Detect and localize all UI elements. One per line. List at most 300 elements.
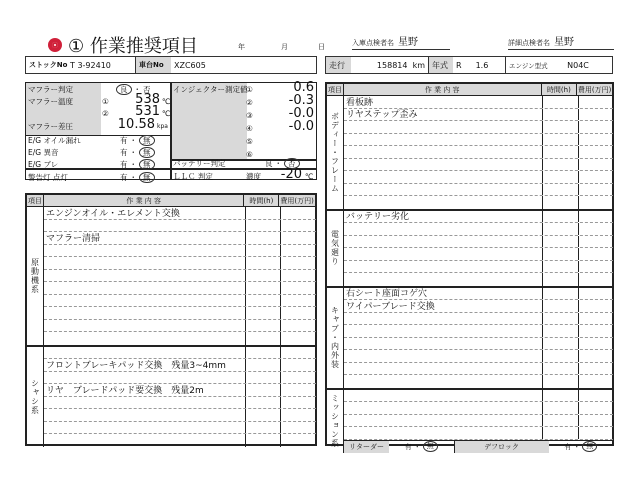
injector-mark: ② (246, 98, 253, 107)
time-cell[interactable] (246, 422, 281, 434)
time-cell[interactable] (543, 273, 579, 286)
muffler-pressure-label: マフラー差圧 (28, 122, 73, 131)
time-cell[interactable] (543, 171, 579, 183)
time-cell[interactable] (246, 207, 281, 219)
yes-option: 有 (564, 442, 572, 451)
intake-label: 入庫点検者名 (352, 39, 394, 47)
time-cell[interactable] (543, 146, 579, 158)
section-キャブ・内外装 (327, 288, 612, 390)
table-row[interactable] (344, 261, 613, 274)
oil-leak-label: E/G オイル漏れ (28, 136, 81, 145)
stock-box (25, 56, 317, 74)
time-cell[interactable] (543, 325, 579, 337)
engine-label: エンジン型式 (509, 61, 548, 70)
table-header (327, 84, 612, 96)
cost-cell[interactable] (281, 347, 316, 359)
work-content[interactable] (44, 320, 246, 332)
separator: ・ (413, 442, 421, 451)
work-content[interactable]: リヤステップ歪み (344, 109, 543, 121)
table-row[interactable] (344, 196, 613, 209)
cost-cell[interactable] (579, 196, 613, 209)
table-row[interactable] (344, 248, 613, 261)
time-cell[interactable] (543, 159, 579, 171)
table-row[interactable] (344, 134, 613, 147)
table-row[interactable] (344, 273, 613, 286)
header-cost: 費用(万円) (280, 196, 314, 205)
cost-cell[interactable] (281, 282, 316, 294)
time-cell[interactable] (246, 397, 281, 409)
section-シャシ系 (27, 347, 315, 447)
work-content[interactable]: 看板跡 (344, 96, 543, 108)
work-content[interactable] (344, 236, 543, 248)
table-row[interactable] (344, 96, 613, 109)
table-row[interactable] (344, 223, 613, 236)
time-cell[interactable] (543, 375, 579, 388)
work-content[interactable] (344, 313, 543, 325)
separator: ・ (129, 148, 137, 157)
work-content[interactable] (344, 375, 543, 388)
cost-cell[interactable] (281, 207, 316, 219)
time-cell[interactable] (543, 223, 579, 235)
table-row[interactable] (44, 307, 316, 320)
injector-mark: ③ (246, 111, 253, 120)
good-option: 良 (265, 159, 273, 168)
intake-inspector (352, 36, 450, 50)
work-content[interactable] (344, 248, 543, 260)
work-content[interactable] (44, 422, 246, 434)
title-text: ① 作業推奨項目 (68, 36, 198, 57)
work-content[interactable]: 右シート座面コゲ穴 (344, 288, 543, 300)
pressure-value: 10.58 (117, 117, 155, 132)
work-content[interactable] (344, 134, 543, 146)
mileage-label: 走行 (326, 57, 351, 73)
header-item: 項目 (327, 85, 342, 94)
cost-cell[interactable] (281, 295, 316, 307)
chassis-label: 車台No (139, 61, 164, 69)
section-rows (344, 288, 613, 388)
injector-value: -0.0 (288, 106, 314, 121)
time-cell[interactable] (543, 96, 579, 108)
table-row[interactable] (344, 184, 613, 197)
table-row[interactable] (344, 236, 613, 249)
time-cell[interactable] (246, 372, 281, 384)
table-row[interactable] (44, 320, 316, 333)
cost-cell[interactable] (281, 332, 316, 345)
temp2-value: 531 (135, 104, 160, 119)
time-cell[interactable] (246, 282, 281, 294)
page-title (48, 32, 198, 58)
work-content[interactable] (44, 307, 246, 319)
work-content[interactable] (344, 390, 543, 402)
cost-cell[interactable] (281, 434, 316, 447)
noise-label: E/G 異音 (28, 148, 59, 157)
work-content[interactable]: フロントブレーキパッド交換 残量3~4mm (44, 359, 246, 371)
table-row[interactable] (344, 363, 613, 376)
injector-value: -0.0 (288, 119, 314, 134)
cost-cell[interactable] (281, 359, 316, 371)
stock-label: ストックNo (29, 61, 68, 69)
work-content[interactable] (44, 295, 246, 307)
table-row[interactable] (344, 350, 613, 363)
table-row[interactable] (44, 434, 316, 447)
cost-cell[interactable] (579, 273, 613, 286)
retarder-label: リターダー (344, 441, 389, 453)
time-cell[interactable] (543, 363, 579, 375)
section-rows (344, 390, 613, 453)
cost-cell[interactable] (579, 427, 613, 439)
cost-cell[interactable] (579, 288, 613, 300)
cost-cell[interactable] (281, 384, 316, 396)
intake-name: 星野 (398, 37, 418, 48)
work-content[interactable] (44, 332, 246, 345)
work-content[interactable] (344, 350, 543, 362)
table-row[interactable] (44, 232, 316, 245)
time-cell[interactable] (543, 121, 579, 133)
bad-option: 否 (143, 85, 151, 94)
header-time: 時間(h) (244, 195, 279, 206)
chassis-value: XZC605 (174, 60, 206, 70)
warning-value[interactable] (120, 171, 155, 184)
work-content[interactable] (44, 220, 246, 232)
cost-cell[interactable] (579, 121, 613, 133)
right-work-table (325, 82, 614, 451)
diff-lock-value[interactable] (549, 441, 614, 453)
table-row[interactable] (344, 109, 613, 122)
section-label: 電気廻り (327, 211, 344, 286)
section-rows (44, 207, 316, 345)
injector-value: 0.6 (293, 80, 314, 95)
time-cell[interactable] (246, 232, 281, 244)
work-content[interactable] (344, 273, 543, 286)
section-電気廻り (327, 211, 612, 288)
cost-cell[interactable] (281, 220, 316, 232)
table-row[interactable] (44, 347, 316, 360)
header-content: 作 業 内 容 (344, 84, 542, 95)
table-row[interactable] (44, 332, 316, 345)
work-content[interactable] (44, 434, 246, 447)
section-rows (344, 96, 613, 209)
time-cell[interactable] (246, 220, 281, 232)
time-cell[interactable] (246, 270, 281, 282)
work-content[interactable] (44, 257, 246, 269)
table-header (27, 195, 315, 207)
yes-option: 有 (120, 173, 128, 182)
separator: ・ (129, 136, 137, 145)
time-cell[interactable] (543, 427, 579, 439)
injector-value (280, 133, 314, 146)
separator: ・ (129, 173, 137, 182)
section-原動機系 (27, 207, 315, 347)
time-cell[interactable] (543, 415, 579, 427)
work-content[interactable] (344, 171, 543, 183)
table-row[interactable] (44, 372, 316, 385)
year-label: 年 (238, 43, 245, 51)
table-row[interactable] (44, 257, 316, 270)
cost-cell[interactable] (579, 390, 613, 402)
table-row[interactable] (44, 220, 316, 233)
cost-cell[interactable] (281, 270, 316, 282)
work-content[interactable] (44, 397, 246, 409)
cost-cell[interactable] (579, 236, 613, 248)
work-content[interactable] (44, 245, 246, 257)
time-cell[interactable] (246, 257, 281, 269)
cost-cell[interactable] (281, 245, 316, 257)
time-cell[interactable] (543, 313, 579, 325)
year-value: 1.6 (475, 60, 489, 70)
time-cell[interactable] (543, 390, 579, 402)
time-cell[interactable] (543, 288, 579, 300)
detail-label: 詳細点検者名 (508, 39, 550, 47)
time-cell[interactable] (543, 300, 579, 312)
work-content[interactable] (344, 184, 543, 196)
time-cell[interactable] (543, 196, 579, 209)
pressure-unit: kpa (157, 123, 168, 130)
work-content[interactable] (344, 325, 543, 337)
cost-cell[interactable] (579, 171, 613, 183)
yes-option: 有 (120, 136, 128, 145)
concentration-label: 濃度 (246, 172, 261, 181)
table-row[interactable] (344, 146, 613, 159)
table-row[interactable] (344, 313, 613, 326)
work-content[interactable] (344, 223, 543, 235)
table-row[interactable] (344, 338, 613, 351)
bad-option-circled: 否 (284, 158, 300, 169)
time-cell[interactable] (246, 307, 281, 319)
table-row[interactable] (344, 159, 613, 172)
section-rows (44, 347, 316, 447)
header-time: 時間(h) (542, 84, 578, 95)
logo-icon (48, 38, 62, 52)
llc-label: ＬＬＣ 判定 (173, 172, 213, 181)
temp1-unit: ℃ (162, 97, 171, 106)
time-cell[interactable] (246, 320, 281, 332)
time-cell[interactable] (246, 384, 281, 396)
cost-cell[interactable] (579, 338, 613, 350)
table-row[interactable] (344, 427, 613, 440)
muffler-judge-label: マフラー判定 (28, 85, 73, 94)
injector-mark: ① (246, 85, 253, 94)
cost-cell[interactable] (579, 184, 613, 196)
table-row[interactable] (344, 121, 613, 134)
work-content[interactable] (344, 121, 543, 133)
time-cell[interactable] (246, 245, 281, 257)
mission-footer (344, 440, 613, 453)
table-row[interactable] (44, 422, 316, 435)
section-ボディー・フレーム (327, 96, 612, 211)
mileage-value: 158814 (376, 60, 408, 70)
work-content[interactable]: リヤ ブレードパッド要交換 残量2m (44, 384, 246, 396)
table-row[interactable] (44, 384, 316, 397)
section-rows (344, 211, 613, 286)
warning-label: 警告灯 点灯 (28, 173, 68, 182)
time-cell[interactable] (246, 434, 281, 447)
muffler-temp-label: マフラー温度 (28, 97, 73, 106)
no-option-circled: 無 (139, 172, 155, 183)
llc-value: -20 (280, 167, 302, 182)
cost-cell[interactable] (579, 363, 613, 375)
cost-cell[interactable] (281, 307, 316, 319)
header-cost: 費用(万円) (577, 85, 612, 94)
table-row[interactable] (344, 415, 613, 428)
cost-cell[interactable] (579, 248, 613, 260)
work-content[interactable] (44, 372, 246, 384)
table-row[interactable] (344, 288, 613, 301)
cost-cell[interactable] (579, 261, 613, 273)
time-cell[interactable] (246, 359, 281, 371)
yes-option: 有 (120, 160, 128, 169)
table-row[interactable] (44, 359, 316, 372)
separator: ・ (274, 159, 282, 168)
work-content[interactable] (344, 159, 543, 171)
table-row[interactable] (44, 295, 316, 308)
no-option-circled: 無 (582, 441, 597, 452)
header-item: 項目 (27, 196, 42, 205)
work-content[interactable] (344, 363, 543, 375)
section-label: キャブ・内外装 (327, 288, 344, 388)
temp2-mark: ② (102, 109, 109, 118)
header-content: 作 業 内 容 (44, 195, 245, 206)
work-content[interactable] (344, 146, 543, 158)
work-content[interactable] (44, 409, 246, 421)
llc-unit: ℃ (305, 172, 314, 181)
cost-cell[interactable] (579, 313, 613, 325)
cost-cell[interactable] (281, 397, 316, 409)
cost-cell[interactable] (579, 134, 613, 146)
cost-cell[interactable] (281, 372, 316, 384)
work-content[interactable] (344, 338, 543, 350)
time-cell[interactable] (246, 332, 281, 345)
table-row[interactable] (344, 171, 613, 184)
cost-cell[interactable] (579, 109, 613, 121)
cost-cell[interactable] (281, 320, 316, 332)
work-content[interactable]: ワイパーブレード交換 (344, 300, 543, 312)
cost-cell[interactable] (281, 257, 316, 269)
time-cell[interactable] (543, 350, 579, 362)
yes-option: 有 (120, 148, 128, 157)
time-cell[interactable] (543, 248, 579, 260)
vibration-label: E/G ブレ (28, 160, 59, 169)
detail-name: 星野 (554, 37, 574, 48)
detail-inspector (508, 36, 614, 50)
separator: ・ (573, 442, 581, 451)
time-cell[interactable] (246, 409, 281, 421)
section-ミッション系 (327, 390, 612, 453)
cost-cell[interactable] (579, 96, 613, 108)
stock-value: T 3-92410 (70, 60, 111, 70)
no-option-circled: 無 (139, 159, 155, 170)
time-cell[interactable] (246, 347, 281, 359)
cost-cell[interactable] (579, 325, 613, 337)
table-row[interactable] (44, 245, 316, 258)
table-row[interactable] (44, 207, 316, 220)
good-option-circled: 良 (116, 84, 132, 95)
left-work-table (25, 193, 317, 446)
time-cell[interactable] (543, 184, 579, 196)
injector-value: -0.3 (288, 93, 314, 108)
injector-mark: ⑤ (246, 137, 253, 146)
cost-cell[interactable] (579, 223, 613, 235)
retarder-value[interactable] (389, 441, 454, 453)
time-cell[interactable] (543, 134, 579, 146)
work-content[interactable] (44, 347, 246, 359)
day-label: 日 (318, 43, 325, 51)
time-cell[interactable] (246, 295, 281, 307)
engine-value: N04C (567, 60, 589, 70)
work-content[interactable]: バッテリー劣化 (344, 211, 543, 223)
temp1-value: 538 (135, 92, 160, 107)
section-label: ミッション系 (327, 390, 344, 453)
cost-cell[interactable] (579, 211, 613, 223)
cost-cell[interactable] (579, 415, 613, 427)
time-cell[interactable] (543, 109, 579, 121)
section-label: 原動機系 (27, 207, 44, 345)
cost-cell[interactable] (579, 350, 613, 362)
cost-cell[interactable] (281, 409, 316, 421)
vehicle-box (325, 56, 613, 74)
cost-cell[interactable] (579, 375, 613, 388)
work-content[interactable]: マフラー清掃 (44, 232, 246, 244)
work-content[interactable] (44, 270, 246, 282)
table-row[interactable] (44, 409, 316, 422)
table-row[interactable] (44, 282, 316, 295)
cost-cell[interactable] (579, 146, 613, 158)
cost-cell[interactable] (281, 422, 316, 434)
time-cell[interactable] (543, 261, 579, 273)
work-content[interactable] (344, 196, 543, 209)
vibration-value[interactable] (120, 158, 155, 171)
table-row[interactable] (344, 300, 613, 313)
table-row[interactable] (44, 397, 316, 410)
time-cell[interactable] (543, 338, 579, 350)
cost-cell[interactable] (579, 402, 613, 414)
work-content[interactable] (344, 261, 543, 273)
time-cell[interactable] (543, 211, 579, 223)
injector-mark: ⑥ (246, 150, 253, 159)
temp2-unit: ℃ (162, 109, 171, 118)
cost-cell[interactable] (579, 159, 613, 171)
table-row[interactable] (344, 211, 613, 224)
separator: ・ (129, 160, 137, 169)
no-option-circled: 無 (423, 441, 438, 452)
section-label: ボディー・フレーム (327, 96, 344, 209)
month-label: 月 (281, 43, 288, 51)
separator: ・ (133, 85, 141, 94)
time-cell[interactable] (543, 402, 579, 414)
table-row[interactable] (344, 375, 613, 388)
cost-cell[interactable] (579, 300, 613, 312)
diff-lock-label: デフロック (454, 441, 549, 453)
table-row[interactable] (344, 325, 613, 338)
work-content[interactable] (344, 402, 543, 414)
work-content[interactable] (344, 415, 543, 427)
table-row[interactable] (344, 402, 613, 415)
yes-option: 有 (404, 442, 412, 451)
work-content[interactable]: エンジンオイル・エレメント交換 (44, 207, 246, 219)
work-content[interactable] (44, 282, 246, 294)
injector-mark: ④ (246, 124, 253, 133)
table-row[interactable] (344, 390, 613, 403)
no-option-circled: 無 (139, 147, 155, 158)
work-content[interactable] (344, 427, 543, 439)
year-type-label: 年式 (429, 57, 453, 73)
time-cell[interactable] (543, 236, 579, 248)
injector-label: インジェクター測定値 (173, 85, 248, 94)
battery-label: バッテリー判定 (173, 159, 226, 168)
mileage-unit: km (412, 60, 425, 70)
cost-cell[interactable] (281, 232, 316, 244)
temp1-mark: ① (102, 97, 109, 106)
table-row[interactable] (44, 270, 316, 283)
